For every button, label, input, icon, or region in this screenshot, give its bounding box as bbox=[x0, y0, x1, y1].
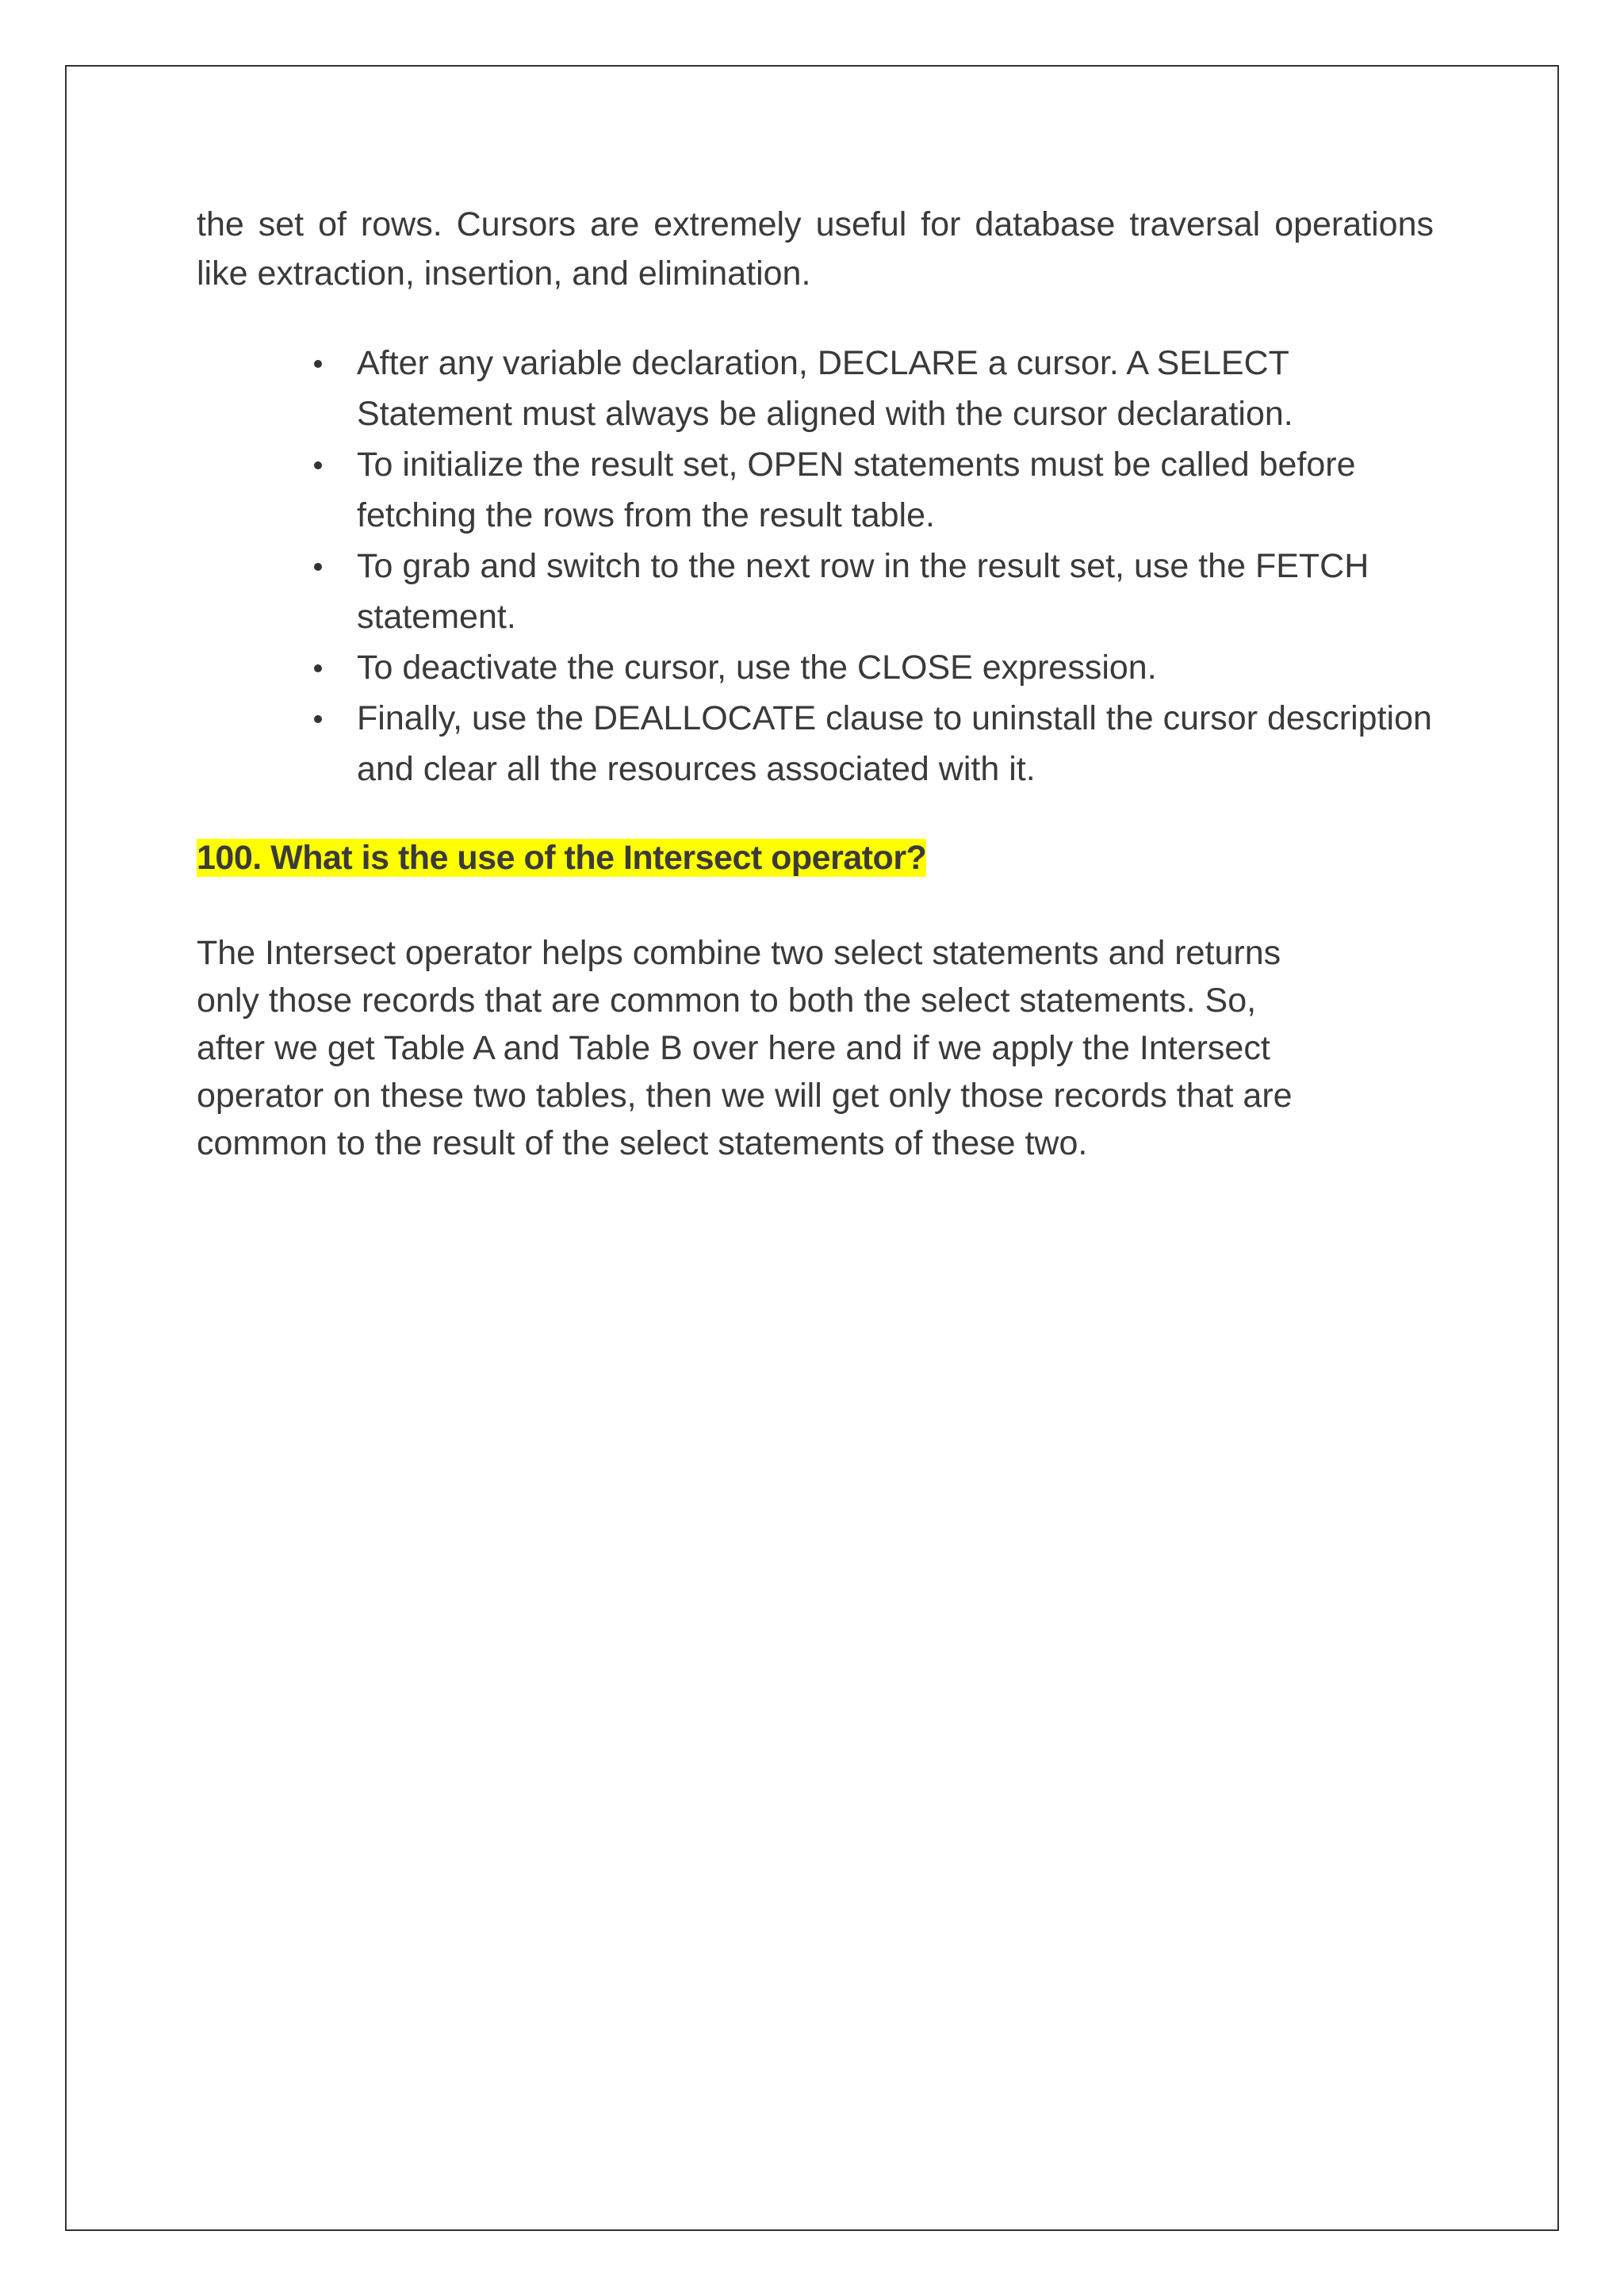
answer-line: after we get Table A and Table B over here and if we apply the Intersect bbox=[197, 1029, 1270, 1067]
answer-line: The Intersect operator helps combine two select statements and returns bbox=[197, 934, 1281, 972]
bullet-icon bbox=[314, 360, 322, 368]
list-item-text: Finally, use the DEALLOCATE clause to uninstall the cursor description and clear all the resources associated with it. bbox=[357, 699, 1432, 788]
list-item bbox=[197, 439, 1434, 541]
intro-paragraph: the set of rows. Cursors are extremely useful for database traversal operations like extraction, insertion, and elimination. bbox=[197, 205, 1434, 293]
bullet-icon bbox=[314, 715, 322, 723]
list-item-text: To grab and switch to the next row in the result set, use the FETCH statement. bbox=[357, 547, 1369, 636]
list-item bbox=[197, 642, 1434, 693]
page-content bbox=[197, 200, 1434, 1167]
bullet-icon bbox=[314, 461, 322, 469]
cursor-steps-list bbox=[197, 338, 1434, 794]
list-item bbox=[197, 338, 1434, 439]
answer-line: common to the result of the select statements of these two. bbox=[197, 1124, 1088, 1162]
answer-paragraph bbox=[197, 929, 1434, 1167]
question-heading-block bbox=[197, 832, 1434, 891]
list-item bbox=[197, 541, 1434, 642]
bullet-icon bbox=[314, 563, 322, 571]
question-heading: 100. What is the use of the Intersect operator? bbox=[197, 839, 927, 877]
list-item-text: After any variable declaration, DECLARE a cursor. A SELECT Statement must always be aligned with the cursor declaration. bbox=[357, 344, 1293, 433]
list-item-text: To initialize the result set, OPEN statements must be called before fetching the rows from the result table. bbox=[357, 446, 1356, 534]
list-item-text: To deactivate the cursor, use the CLOSE expression. bbox=[357, 649, 1157, 687]
list-item bbox=[197, 693, 1434, 794]
bullet-icon bbox=[314, 664, 322, 672]
answer-line: only those records that are common to both the select statements. So, bbox=[197, 982, 1257, 1020]
answer-line: operator on these two tables, then we will get only those records that are bbox=[197, 1077, 1293, 1115]
